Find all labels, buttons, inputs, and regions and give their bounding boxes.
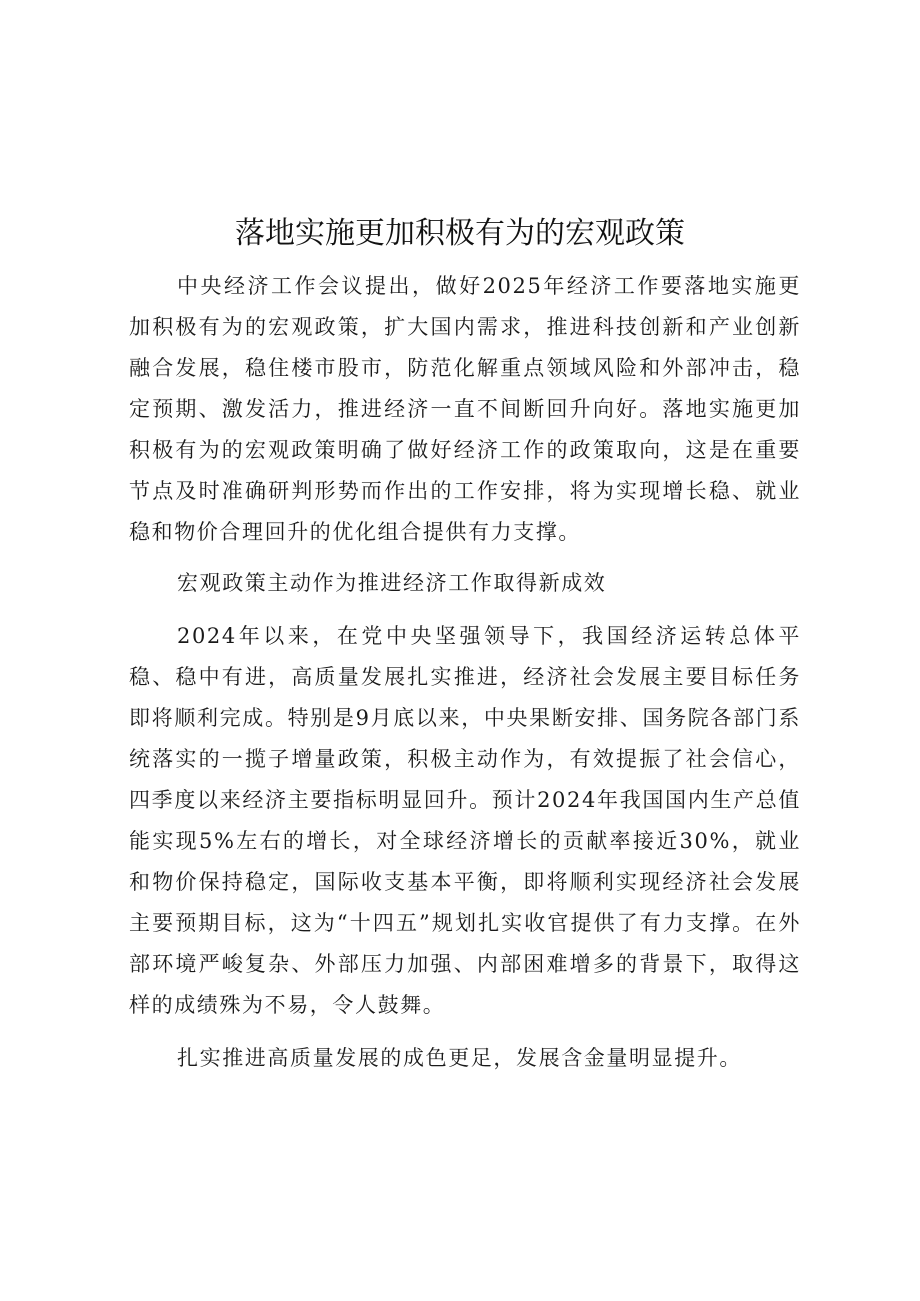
document-body	[129, 266, 801, 1079]
paragraph-quality-development: 扎实推进高质量发展的成色更足，发展含金量明显提升。	[177, 1046, 742, 1070]
paragraph-achievements: 2024年以来，在党中央坚强领导下，我国经济运转总体平稳、稳中有进，高质量发展扎实推进，经济社会发展主要目标任务即将顺利完成。特别是9月底以来，中央果断安排、国务院各部门系统落实的一揽子增量政策，积极主动作为，有效提振了社会信心，四季度以来经济主要指标明显回升。预计2024年我国国内生产总值能实现5%左右的增长，对全球经济增长的贡献率接近30%，就业和物价保持稳定，国际收支基本平衡，即将顺利实现经济社会发展主要预期目标，这为“十四五”规划扎实收官提供了有力支撑。在外部环境严峻复杂、外部压力加强、内部困难增多的背景下，取得这样的成绩殊为不易，令人鼓舞。	[129, 624, 801, 1017]
paragraph-section-heading: 宏观政策主动作为推进经济工作取得新成效	[177, 571, 607, 595]
paragraph-intro: 中央经济工作会议提出，做好2025年经济工作要落地实施更加积极有为的宏观政策，扩大国内需求，推进科技创新和产业创新融合发展，稳住楼市股市，防范化解重点领域风险和外部冲击，稳定预期、激发活力，推进经济一直不间断回升向好。落地实施更加积极有为的宏观政策明确了做好经济工作的政策取向，这是在重要节点及时准确研判形势而作出的工作安排，将为实现增长稳、就业稳和物价合理回升的优化组合提供有力支撑。	[129, 274, 801, 544]
document-title: 落地实施更加积极有为的宏观政策	[235, 216, 685, 251]
